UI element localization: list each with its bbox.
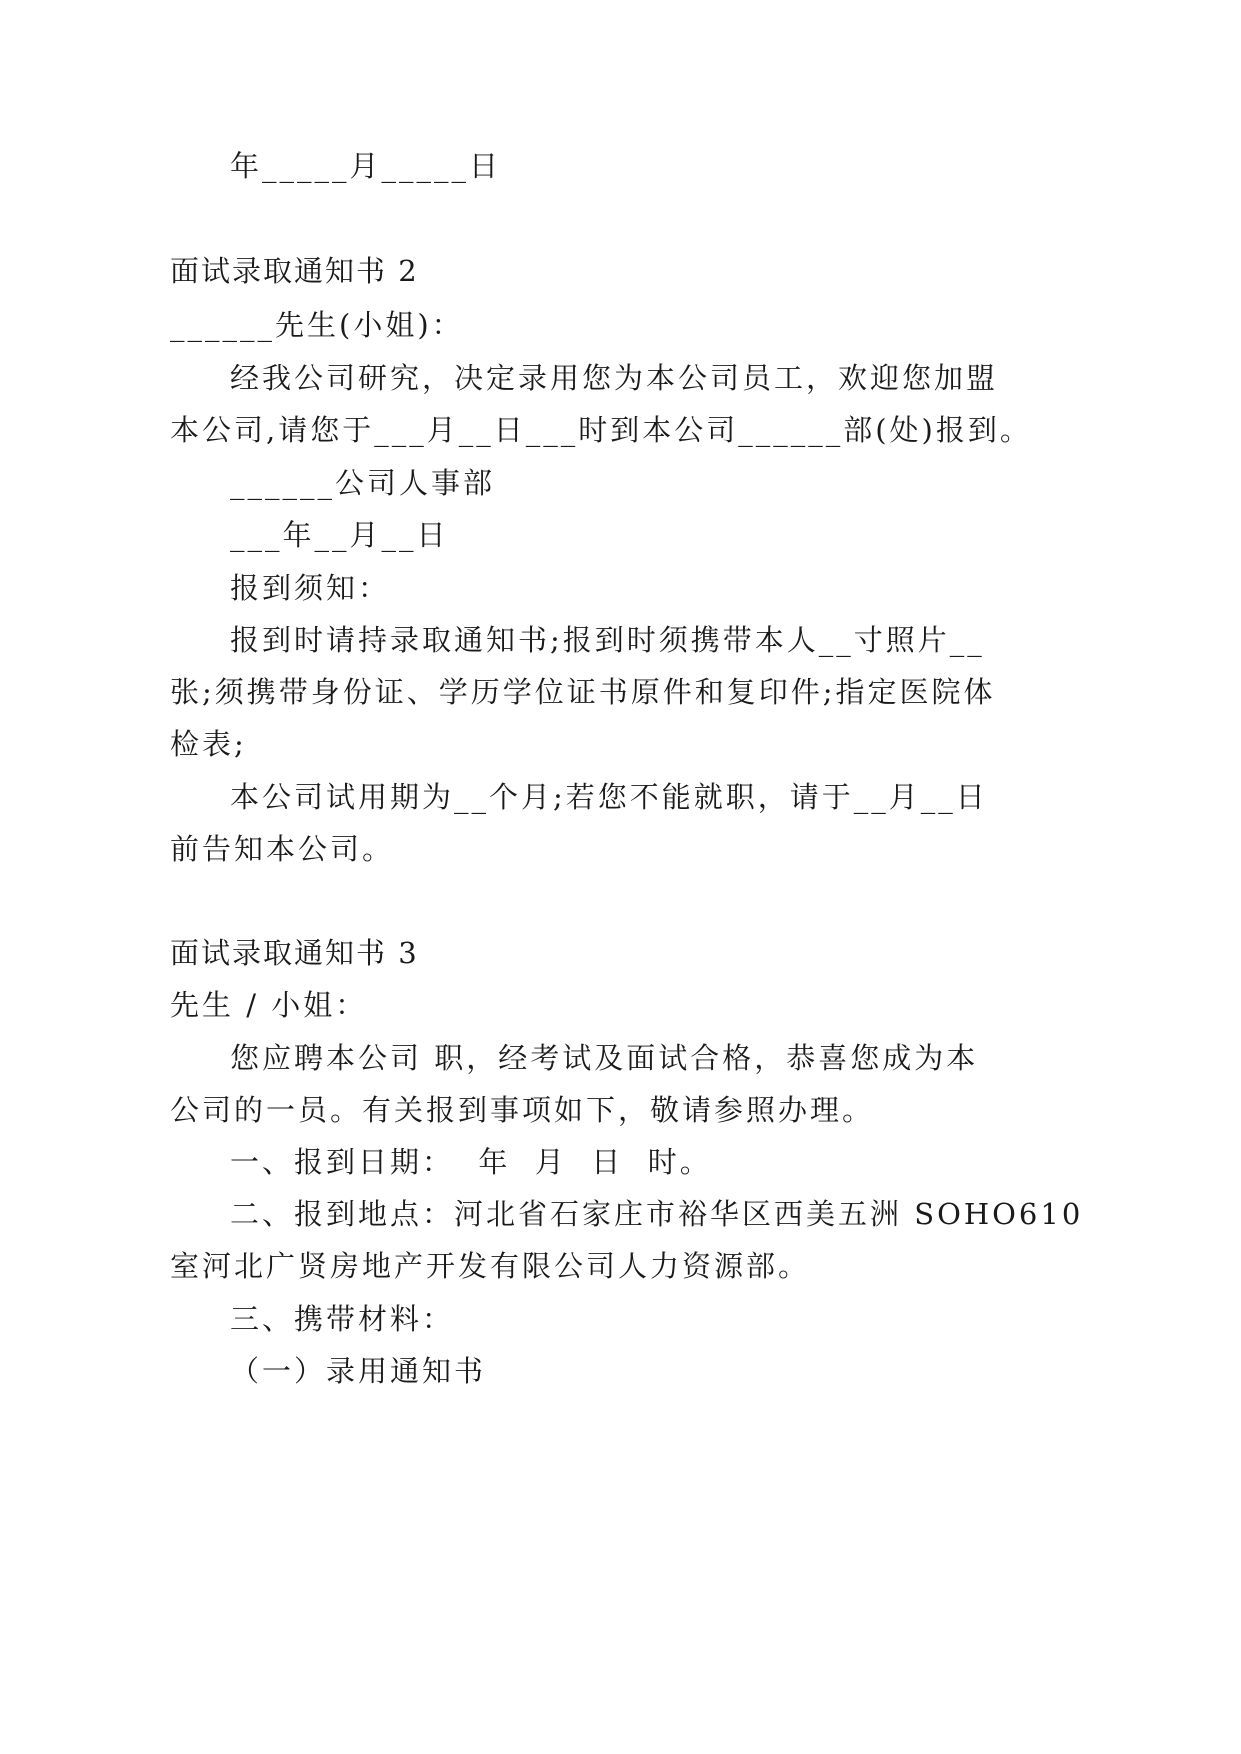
paragraph-line: 本公司试用期为__个月;若您不能就职，请于__月__日 <box>230 780 988 814</box>
paragraph-line: 您应聘本公司 职，经考试及面试合格，恭喜您成为本 <box>230 1041 979 1075</box>
list-item: 室河北广贤房地产开发有限公司人力资源部。 <box>170 1249 811 1283</box>
signature-line: ______公司人事部 <box>230 466 496 500</box>
salutation: ______先生(小姐)： <box>170 308 464 342</box>
paragraph-line: 报到时请持录取通知书;报到时须携带本人__寸照片__ <box>230 623 985 657</box>
paragraph-line: 公司的一员。有关报到事项如下，敬请参照办理。 <box>170 1093 875 1127</box>
paragraph-line: 经我公司研究，决定录用您为本公司员工，欢迎您加盟 <box>230 361 999 395</box>
date-line: 年_____月_____日 <box>230 149 502 183</box>
paragraph-line: 本公司,请您于___月__日___时到本公司______部(处)报到。 <box>170 413 1032 447</box>
section-title-3: 面试录取通知书 3 <box>170 936 419 970</box>
list-item: 一、报到日期： 年 月 日 时。 <box>230 1145 712 1179</box>
list-subitem: （一）录用通知书 <box>230 1354 487 1388</box>
notice-heading: 报到须知： <box>230 571 391 605</box>
paragraph-line: 前告知本公司。 <box>170 832 395 866</box>
sign-date-line: ___年__月__日 <box>230 518 449 552</box>
list-item: 二、报到地点：河北省石家庄市裕华区西美五洲 SOHO610 <box>230 1197 1084 1231</box>
paragraph-line: 张;须携带身份证、学历学位证书原件和复印件;指定医院体 <box>170 675 996 709</box>
salutation: 先生 / 小姐： <box>170 988 368 1022</box>
paragraph-line: 检表; <box>170 727 247 761</box>
section-title-2: 面试录取通知书 2 <box>170 254 419 288</box>
list-item: 三、携带材料： <box>230 1302 455 1336</box>
